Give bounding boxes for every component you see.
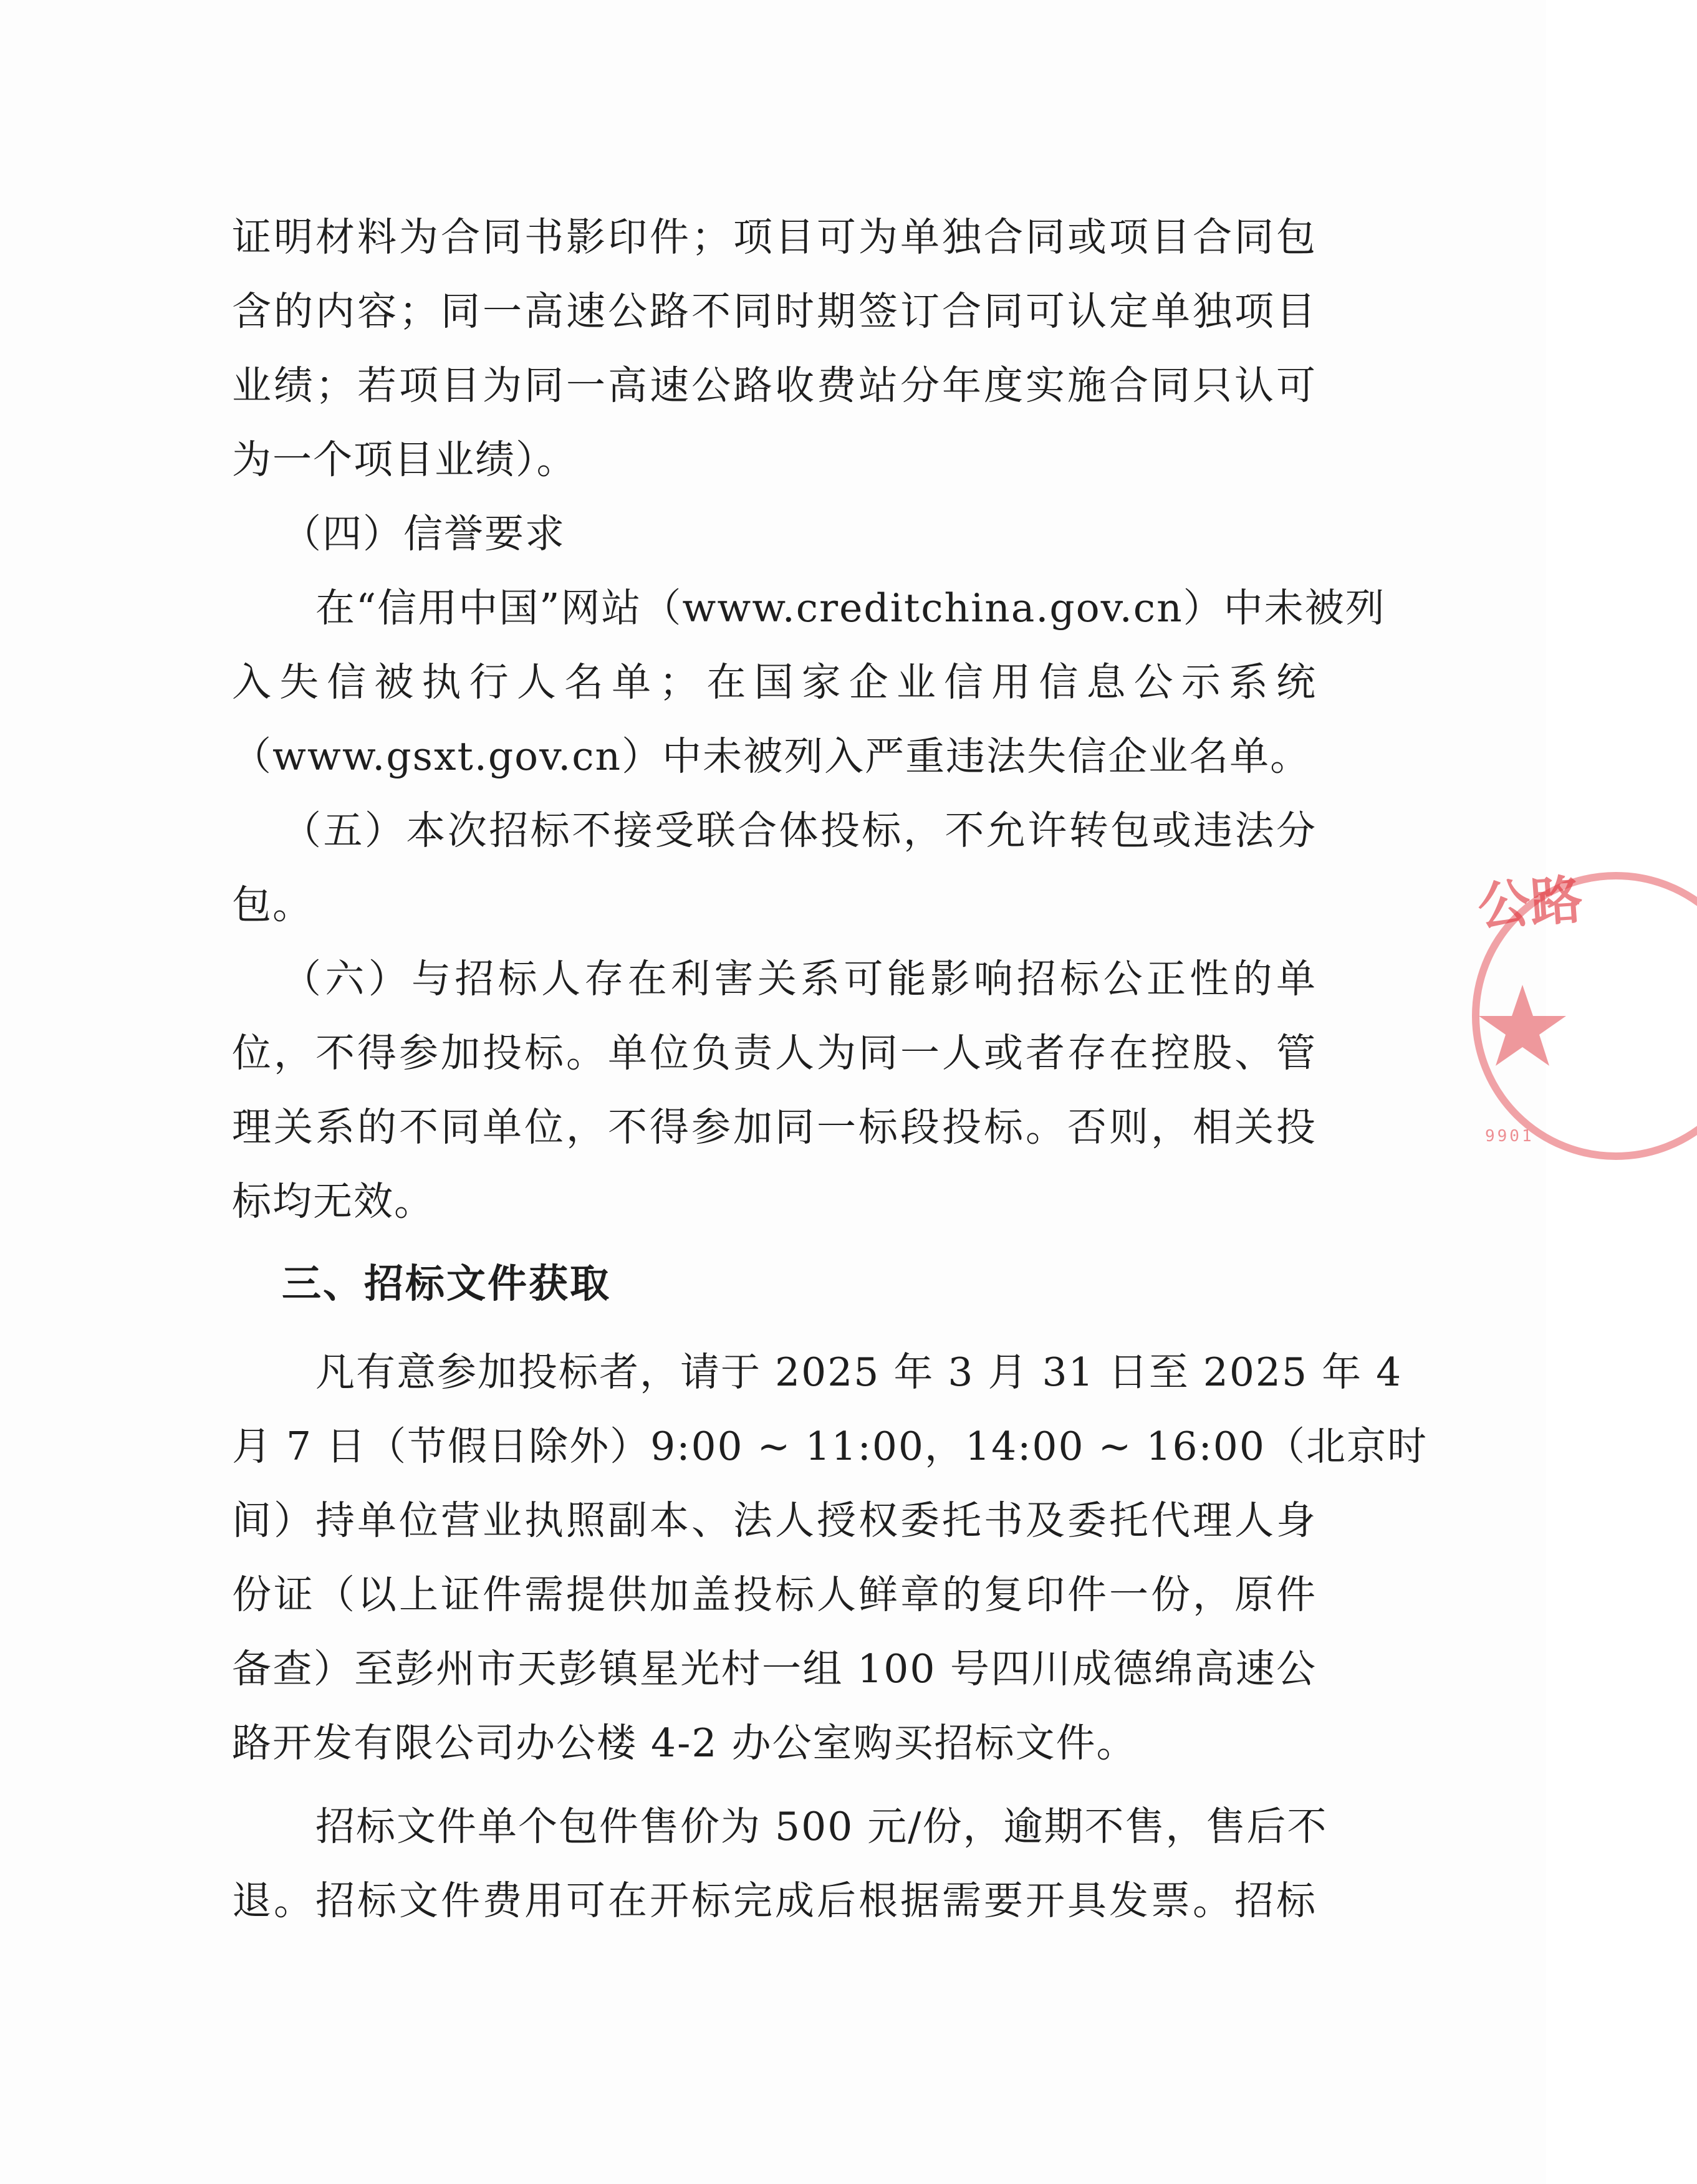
paragraph-line: 份证（以上证件需提供加盖投标人鲜章的复印件一份，原件	[232, 1572, 1317, 1617]
paragraph-line: 在“信用中国”网站（www.creditchina.gov.cn）中未被列	[315, 585, 1386, 631]
paragraph-line: 招标文件单个包件售价为 500 元/份，逾期不售，售后不	[315, 1804, 1328, 1849]
seal-text: 公路	[1476, 869, 1585, 937]
paragraph-line: 位，不得参加投标。单位负责人为同一人或者存在控股、管	[232, 1030, 1317, 1076]
section-heading: 三、招标文件获取	[282, 1261, 611, 1306]
paragraph-line: （六）与招标人存在利害关系可能影响招标公正性的单	[282, 956, 1317, 1002]
paragraph-line: 路开发有限公司办公楼 4-2 办公室购买招标文件。	[232, 1720, 1137, 1766]
paragraph-line: （www.gsxt.gov.cn）中未被列入严重违法失信企业名单。	[232, 734, 1311, 779]
paragraph-line: 理关系的不同单位，不得参加同一标段投标。否则，相关投	[232, 1104, 1317, 1150]
paragraph-line: 入失信被执行人名单；在国家企业信用信息公示系统	[232, 659, 1317, 705]
seal-digits: 9901	[1485, 1127, 1534, 1146]
paragraph-line: （五）本次招标不接受联合体投标，不允许转包或违法分	[282, 808, 1317, 853]
paragraph-line: 包。	[232, 882, 313, 927]
paragraph-line: 证明材料为合同书影印件；项目可为单独合同或项目合同包	[232, 214, 1317, 260]
paragraph-line: 间）持单位营业执照副本、法人授权委托书及委托代理人身	[232, 1498, 1317, 1543]
official-seal	[1473, 848, 1585, 1172]
paragraph-line: 含的内容；同一高速公路不同时期签订合同可认定单独项目	[232, 289, 1317, 334]
paragraph-line: 标均无效。	[232, 1179, 435, 1224]
paragraph-line: 业绩；若项目为同一高速公路收费站分年度实施合同只认可	[232, 363, 1317, 408]
paragraph-line: 备查）至彭州市天彭镇星光村一组 100 号四川成德绵高速公	[232, 1646, 1317, 1692]
paragraph-line: 凡有意参加投标者，请于 2025 年 3 月 31 日至 2025 年 4	[315, 1349, 1403, 1395]
paragraph-line: 退。招标文件费用可在开标完成后根据需要开具发票。招标	[232, 1878, 1317, 1923]
subheading-credit: （四）信誉要求	[282, 511, 565, 557]
paragraph-line: 月 7 日（节假日除外）9:00 ~ 11:00，14:00 ~ 16:00（北京时	[232, 1424, 1428, 1469]
seal-star-icon	[1479, 985, 1566, 1066]
paragraph-line: 为一个项目业绩）。	[232, 437, 577, 482]
